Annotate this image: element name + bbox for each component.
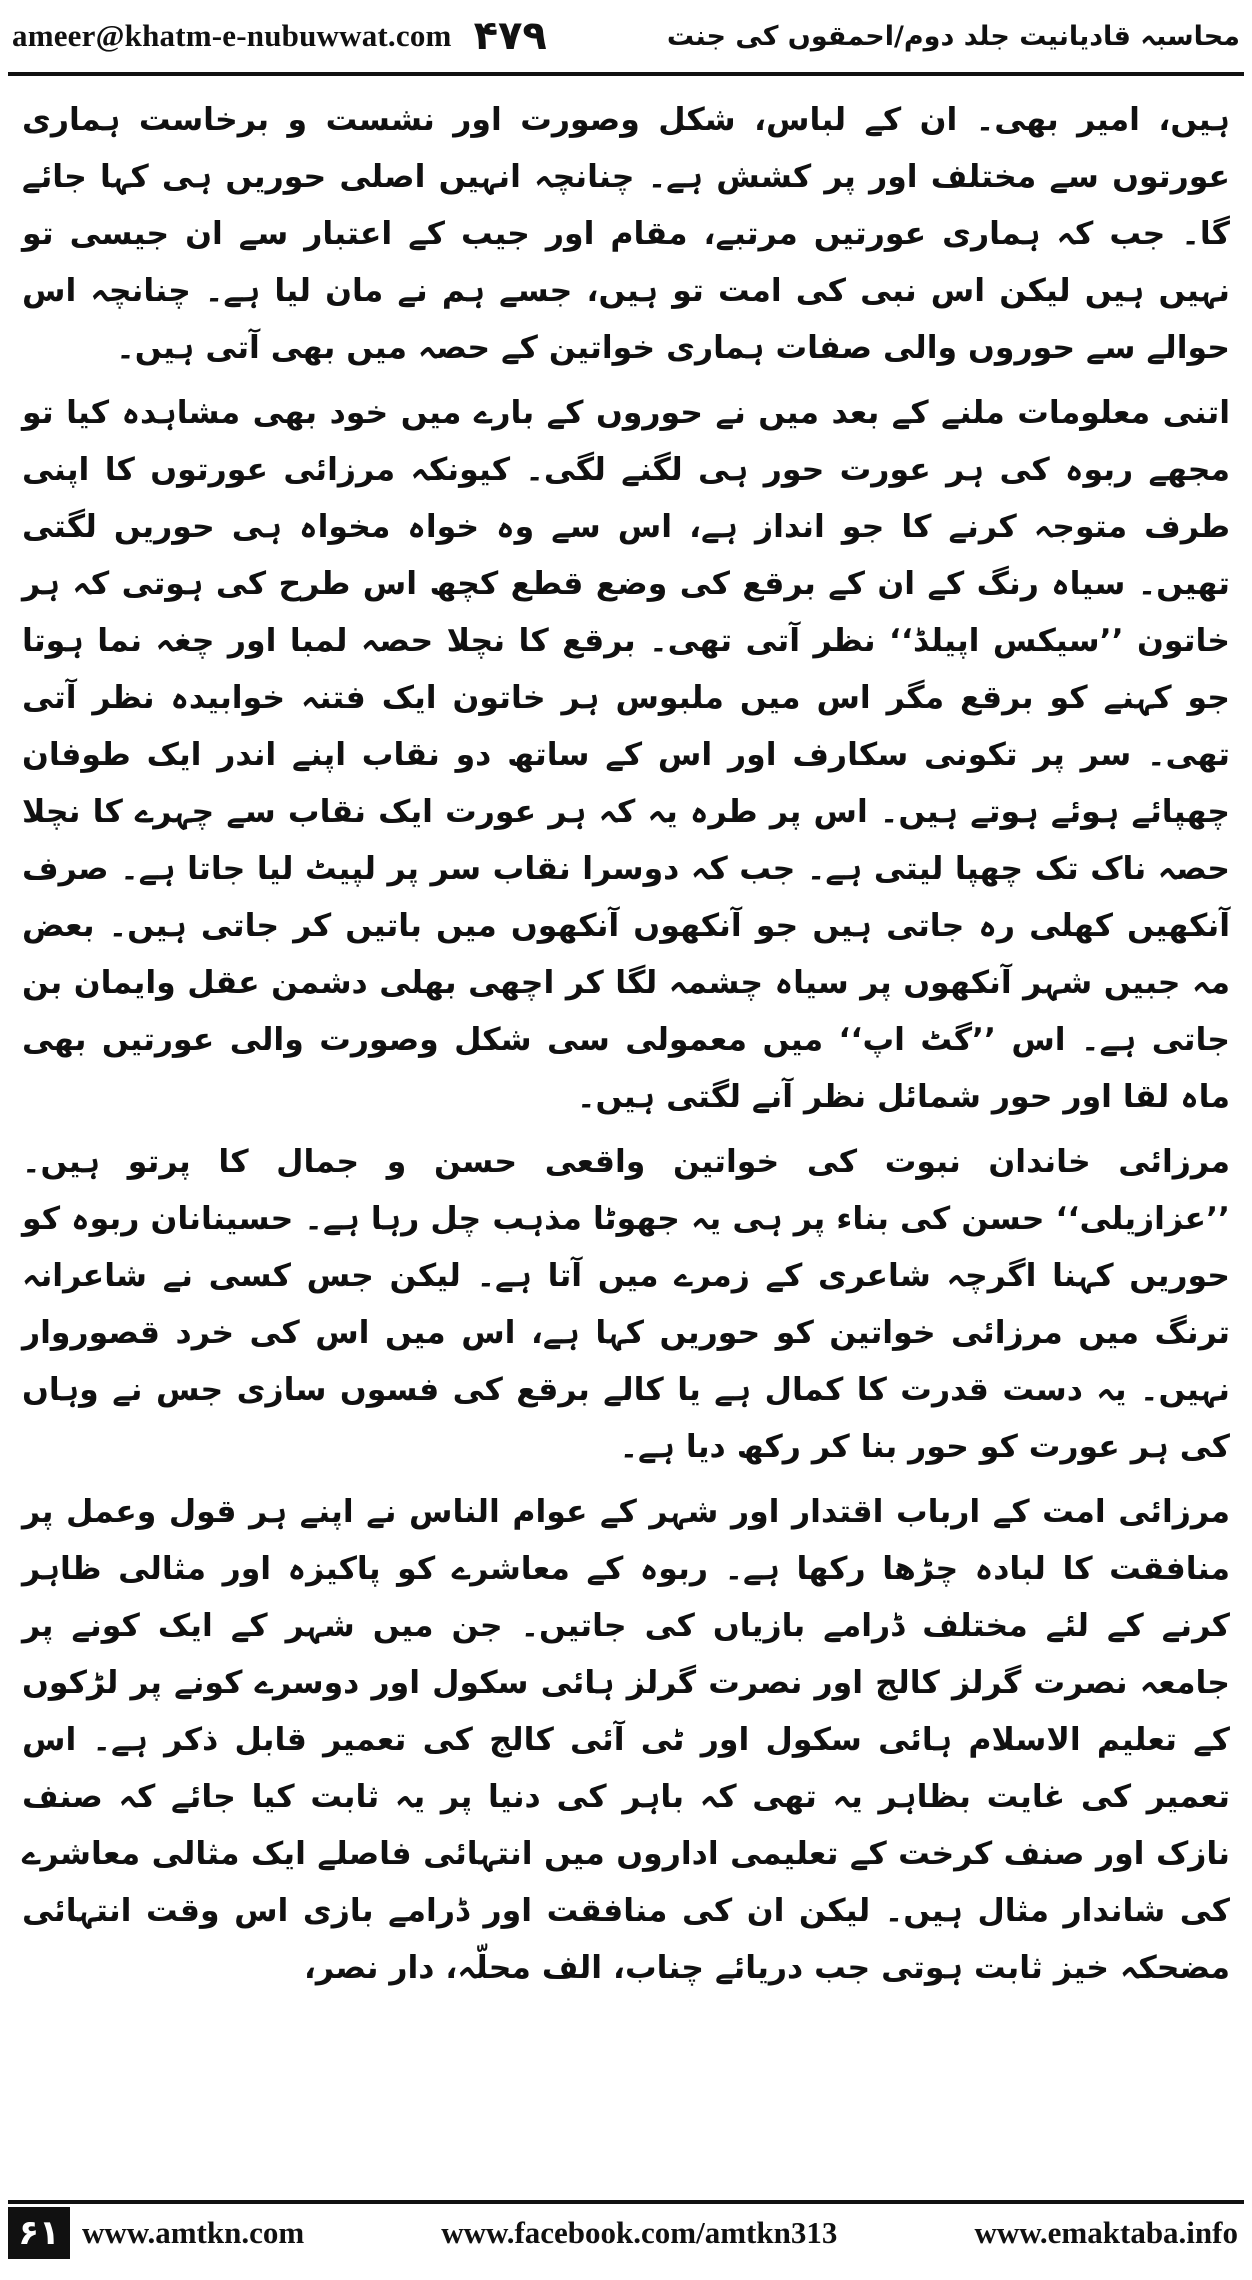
footer-link-amtkn[interactable]: www.amtkn.com xyxy=(82,2215,305,2250)
header-page-number: ۴۷۹ xyxy=(473,13,547,59)
footer-link-emaktaba[interactable]: www.emaktaba.info xyxy=(974,2215,1238,2250)
footer-link-facebook[interactable]: www.facebook.com/amtkn313 xyxy=(441,2215,838,2250)
paragraph: مرزائی امت کے ارباب اقتدار اور شہر کے عوام الناس نے اپنے ہر قول وعمل پر منافقت کا لبادہ چڑھا رکھا ہے۔ ربوہ کے معاشرے کو پاکیزہ اور مثالی ظاہر کرنے کے لئے مختلف ڈرامے بازیاں کی جاتیں۔ جن میں شہر کے ایک کونے پر جامعہ نصرت گرلز کالج اور نصرت گرلز ہائی سکول اور دوسرے کونے پر لڑکوں کے تعلیم الاسلام ہائی سکول اور ٹی آئی کالج کی تعمیر قابل ذکر ہے۔ اس تعمیر کی غایت بظاہر یہ تھی کہ باہر کی دنیا پر یہ ثابت کیا جائے کہ صنف نازک اور صنف کرخت کے تعلیمی اداروں میں انتہائی فاصلے ایک مثالی معاشرے کی شاندار مثال ہیں۔ لیکن ان کی منافقت اور ڈرامے بازی اس وقت انتہائی مضحکہ خیز ثابت ہوتی جب دریائے چناب، الف محلّہ، دار نصر، xyxy=(22,1494,1230,1986)
footer-page-number: ۶۱ xyxy=(8,2207,70,2259)
header-rule xyxy=(8,72,1244,76)
header-left xyxy=(12,13,547,59)
page-header xyxy=(12,6,1240,66)
body-text xyxy=(22,92,1230,2178)
footer-links xyxy=(82,2215,1244,2251)
paragraph: مرزائی خاندان نبوت کی خواتین واقعی حسن و جمال کا پرتو ہیں۔ ’’عزازیلی‘‘ حسن کی بناء پر ہی یہ جھوٹا مذہب چل رہا ہے۔ حسینانان ربوہ کو حوریں کہنا اگرچہ شاعری کے زمرے میں آتا ہے۔ لیکن جس کسی نے شاعرانہ ترنگ میں مرزائی خواتین کو حوریں کہا ہے، اس میں اس کی خرد قصوروار نہیں۔ یہ دست قدرت کا کمال ہے یا کالے برقع کی فسوں سازی جس نے وہاں کی ہر عورت کو حور بنا کر رکھ دیا ہے۔ xyxy=(22,1144,1230,1465)
header-email[interactable]: ameer@khatm-e-nubuwwat.com xyxy=(12,18,452,53)
page-footer xyxy=(8,2200,1244,2262)
paragraph: ہیں، امیر بھی۔ ان کے لباس، شکل وصورت اور نشست و برخاست ہماری عورتوں سے مختلف اور پر کشش ہے۔ چنانچہ انہیں اصلی حوریں ہی کہا جائے گا۔ جب کہ ہماری عورتیں مرتبے، مقام اور جیب کے اعتبار سے ان جیسی تو نہیں ہیں لیکن اس نبی کی امت تو ہیں، جسے ہم نے مان لیا ہے۔ چنانچہ اس حوالے سے حوروں والی صفات ہماری خواتین کے حصہ میں بھی آتی ہیں۔ xyxy=(22,102,1230,366)
header-book-title: محاسبہ قادیانیت جلد دوم/احمقوں کی جنت xyxy=(666,20,1240,52)
paragraph: اتنی معلومات ملنے کے بعد میں نے حوروں کے بارے میں خود بھی مشاہدہ کیا تو مجھے ربوہ کی ہر عورت حور ہی لگنے لگی۔ کیونکہ مرزائی عورتوں کا اپنی طرف متوجہ کرنے کا جو انداز ہے، اس سے وہ خواہ مخواہ ہی حوریں لگتی تھیں۔ سیاہ رنگ کے ان کے برقع کی وضع قطع کچھ اس طرح کی ہوتی کہ ہر خاتون ’’سیکس اپیلڈ‘‘ نظر آتی تھی۔ برقع کا نچلا حصہ لمبا اور چغہ نما ہوتا جو کہنے کو برقع مگر اس میں ملبوس ہر خاتون ایک فتنہ خوابیدہ نظر آتی تھی۔ سر پر تکونی سکارف اور اس کے ساتھ دو نقاب اپنے اندر ایک طوفان چھپائے ہوئے ہوتے ہیں۔ اس پر طرہ یہ کہ ہر عورت ایک نقاب سے چہرے کا نچلا حصہ ناک تک چھپا لیتی ہے۔ جب کہ دوسرا نقاب سر پر لپیٹ لیا جاتا ہے۔ صرف آنکھیں کھلی رہ جاتی ہیں جو آنکھوں آنکھوں میں باتیں کر جاتی ہیں۔ بعض مہ جبیں شہر آنکھوں پر سیاہ چشمہ لگا کر اچھی بھلی دشمن عقل وایمان بن جاتی ہے۔ اس ’’گٹ اپ‘‘ میں معمولی سی شکل وصورت والی عورتیں بھی ماہ لقا اور حور شمائل نظر آنے لگتی ہیں۔ xyxy=(22,395,1230,1115)
